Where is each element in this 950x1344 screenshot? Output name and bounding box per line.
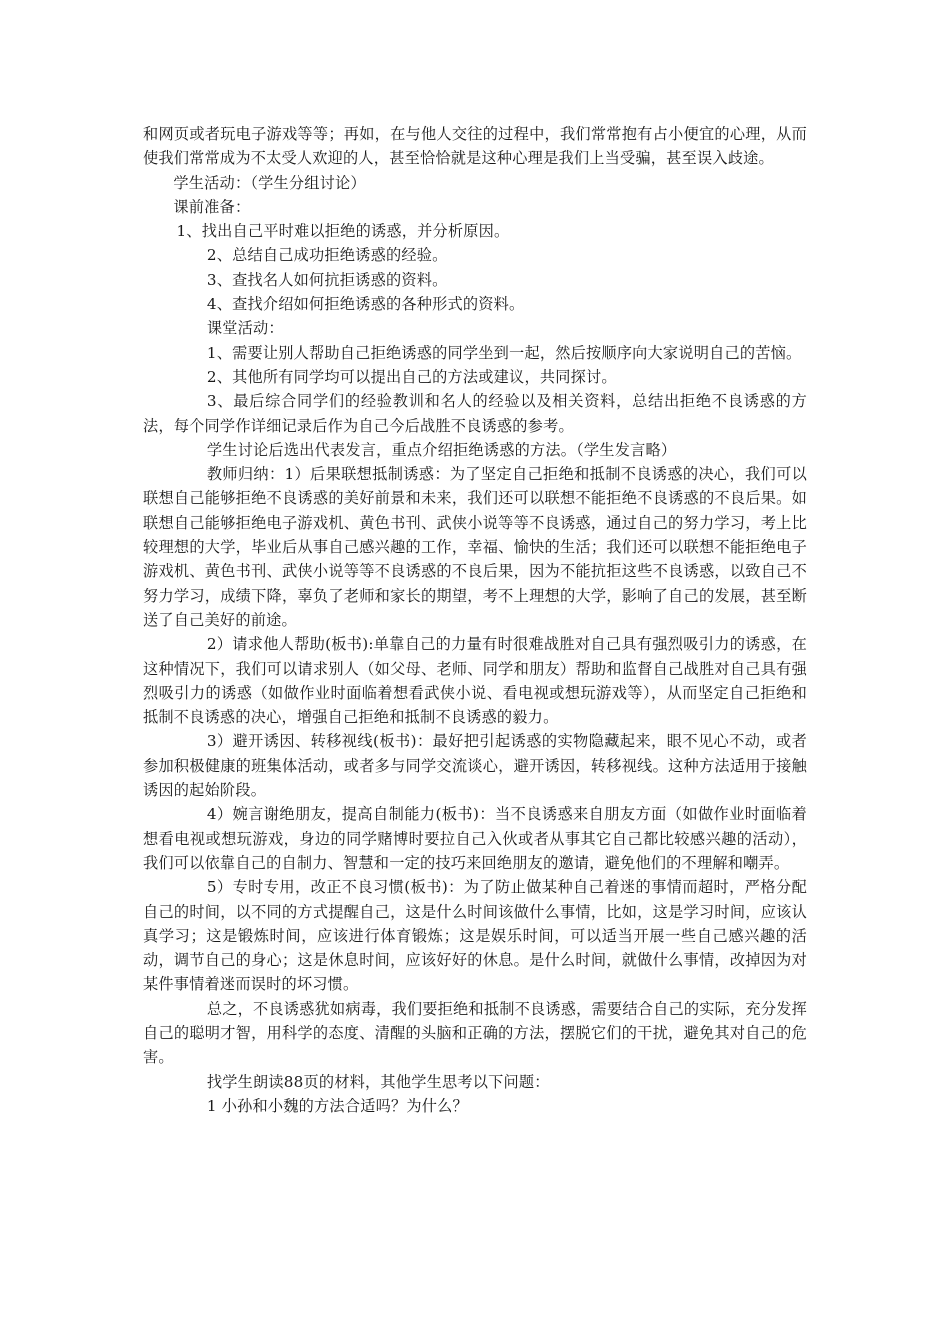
- paragraph-class-activity-heading: 课堂活动：: [206, 319, 284, 338]
- paragraph-preparation-heading: 课前准备：: [173, 197, 251, 216]
- list-item-preparation-4: 4、查找介绍如何拒绝诱惑的各种形式的资料。: [206, 295, 525, 314]
- paragraph-question-1: 1 小孙和小魏的方法合适吗？为什么？: [206, 1096, 468, 1115]
- list-item-preparation-2: 2、总结自己成功拒绝诱惑的经验。: [206, 246, 448, 265]
- paragraph-discussion: 学生讨论后选出代表发言，重点介绍拒绝诱惑的方法。（学生发言略）: [206, 440, 677, 459]
- list-item-class-activity-2: 2、其他所有同学均可以提出自己的方法或建议，共同探讨。: [206, 367, 617, 386]
- list-item-preparation-1: 1、找出自己平时难以拒绝的诱惑，并分析原因。: [176, 222, 510, 241]
- paragraph-reading-task: 找学生朗读88页的材料，其他学生思考以下问题：: [206, 1072, 550, 1091]
- paragraph-teacher-summary-2: 2）请求他人帮助(板书):单靠自己的力量有时很难战胜对自己具有强烈吸引力的诱惑，在这种情况下，我们可以请求别人（如父母、老师、同学和朋友）帮助和监督自己战胜对自己具有强烈吸引力的诱惑（如做作业时面临着想看武侠小说、看电视或想玩游戏等），从而坚定自己拒绝和抵制不良诱惑的决心，增强自己拒绝和抵制不良诱惑的毅力。: [143, 635, 807, 727]
- paragraph-intro-continuation: 和网页或者玩电子游戏等等；再如，在与他人交往的过程中，我们常常抱有占小便宜的心理，从而使我们常常成为不太受人欢迎的人，甚至恰恰就是这种心理是我们上当受骗，甚至误入歧途。: [143, 125, 807, 168]
- document-body: [143, 122, 807, 1118]
- paragraph-teacher-summary-5: 5）专时专用，改正不良习惯(板书)：为了防止做某种自己着迷的事情而超时，严格分配自己的时间，以不同的方式提醒自己，这是什么时间该做什么事情，比如，这是学习时间，应该认真学习；这是锻炼时间，应该进行体育锻炼；这是娱乐时间，可以适当开展一些自己感兴趣的活动，调节自己的身心；这是休息时间，应该好好的休息。是什么时间，就做什么事情，改掉因为对某件事情着迷而误时的坏习惯。: [143, 878, 807, 994]
- list-item-class-activity-3: 3、最后综合同学们的经验教训和名人的经验以及相关资料，总结出拒绝不良诱惑的方法，每个同学作详细记录后作为自己今后战胜不良诱惑的参考。: [143, 392, 807, 435]
- paragraph-teacher-summary-1: 教师归纳：1）后果联想抵制诱惑：为了坚定自己拒绝和抵制不良诱惑的决心，我们可以联想自己能够拒绝不良诱惑的美好前景和未来，我们还可以联想不能拒绝不良诱惑的不良后果。如联想自己能够拒绝电子游戏机、黄色书刊、武侠小说等等不良诱惑，通过自己的努力学习，考上比较理想的大学，毕业后从事自己感兴趣的工作，幸福、愉快的生活；我们还可以联想不能拒绝电子游戏机、黄色书刊、武侠小说等等不良诱惑的不良后果，因为不能抗拒这些不良诱惑，以致自己不努力学习，成绩下降，辜负了老师和家长的期望，考不上理想的大学，影响了自己的发展，甚至断送了自己美好的前途。: [143, 465, 807, 629]
- paragraph-conclusion: 总之，不良诱惑犹如病毒，我们要拒绝和抵制不良诱惑，需要结合自己的实际，充分发挥自己的聪明才智，用科学的态度、清醒的头脑和正确的方法，摆脱它们的干扰，避免其对自己的危害。: [143, 999, 807, 1067]
- list-item-preparation-3: 3、查找名人如何抗拒诱惑的资料。: [206, 270, 448, 289]
- paragraph-teacher-summary-3: 3）避开诱因、转移视线(板书)：最好把引起诱惑的实物隐藏起来，眼不见心不动，或者参加积极健康的班集体活动，或者多与同学交流谈心，避开诱因，转移视线。这种方法适用于接触诱因的起始阶段。: [143, 732, 807, 800]
- paragraph-teacher-summary-4: 4）婉言谢绝朋友，提高自制能力(板书)：当不良诱惑来自朋友方面（如做作业时面临着想看电视或想玩游戏，身边的同学赌博时要拉自己入伙或者从事其它自己都比较感兴趣的活动），我们可以依靠自己的自制力、智慧和一定的技巧来回绝朋友的邀请，避免他们的不理解和嘲弄。: [143, 805, 807, 872]
- list-item-class-activity-1: 1、需要让别人帮助自己拒绝诱惑的同学坐到一起，然后按顺序向大家说明自己的苦恼。: [206, 343, 802, 362]
- paragraph-student-activity: 学生活动：（学生分组讨论）: [173, 173, 366, 192]
